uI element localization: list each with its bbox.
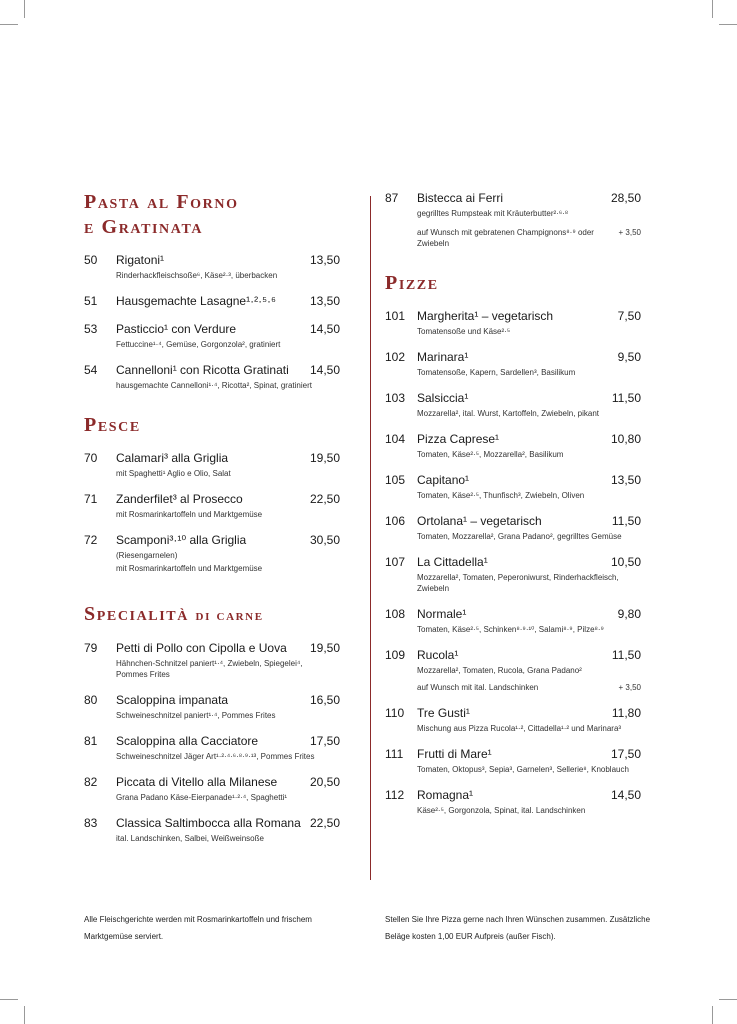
menu-item-header bbox=[385, 472, 641, 488]
menu-item-header bbox=[385, 190, 641, 206]
item-number: 53 bbox=[84, 322, 98, 336]
item-name: La Cittadella¹ bbox=[417, 555, 488, 569]
item-number: 50 bbox=[84, 253, 98, 267]
item-number: 71 bbox=[84, 492, 98, 506]
crop-mark bbox=[0, 999, 18, 1000]
item-price: 13,50 bbox=[309, 294, 340, 308]
menu-item-header bbox=[84, 532, 340, 548]
menu-item bbox=[385, 513, 641, 542]
menu-item bbox=[385, 190, 641, 219]
menu-item-header bbox=[84, 293, 340, 309]
extra-option: auf Wunsch mit ital. Landschinken + 3,50 bbox=[417, 683, 641, 692]
item-price: 11,50 bbox=[611, 648, 641, 662]
item-description: Tomatensoße, Kapern, Sardellen³, Basilikum bbox=[417, 368, 576, 377]
item-number: 106 bbox=[385, 514, 406, 528]
item-number: 107 bbox=[385, 555, 406, 569]
menu-item-header bbox=[385, 705, 641, 721]
item-description: Schweineschnitzel paniert¹·⁴, Pommes Frites bbox=[116, 711, 276, 720]
item-description: Grana Padano Käse-Eierpanade¹·²·⁴, Spaghetti¹ bbox=[116, 793, 288, 802]
item-description: Tomaten, Mozzarella², Grana Padano², gegrilltes Gemüse bbox=[417, 532, 622, 541]
item-price: 22,50 bbox=[309, 816, 340, 830]
left-column bbox=[84, 190, 340, 856]
item-name: Frutti di Mare¹ bbox=[417, 747, 492, 761]
item-number: 105 bbox=[385, 473, 406, 487]
item-name: Salsiccia¹ bbox=[417, 391, 469, 405]
crop-mark bbox=[712, 0, 713, 18]
item-price: 13,50 bbox=[610, 473, 641, 487]
menu-item-header bbox=[385, 390, 641, 406]
item-name: Bistecca ai Ferri bbox=[417, 191, 504, 205]
column-divider bbox=[370, 196, 371, 880]
item-number: 80 bbox=[84, 693, 98, 707]
item-number: 104 bbox=[385, 432, 406, 446]
section-title: Specialità di carne bbox=[84, 603, 264, 625]
item-price: 20,50 bbox=[309, 775, 340, 789]
item-number: 54 bbox=[84, 363, 98, 377]
menu-item bbox=[84, 362, 340, 391]
crop-mark bbox=[719, 24, 737, 25]
menu-item-header bbox=[84, 252, 340, 268]
menu-item-header bbox=[84, 692, 340, 708]
item-price: 9,50 bbox=[617, 350, 641, 364]
item-price: 16,50 bbox=[309, 693, 340, 707]
item-description: Hähnchen-Schnitzel paniert¹·⁴, Zwiebeln, Spiegelei⁴, Pommes Frites bbox=[116, 659, 303, 679]
menu-item bbox=[385, 390, 641, 419]
item-name: Hausgemachte Lasagne¹·²·⁵·⁶ bbox=[116, 294, 276, 308]
item-description: mit Rosmarinkartoffeln und Marktgemüse bbox=[116, 510, 263, 519]
item-description: hausgemachte Cannelloni¹·⁴, Ricotta², Spinat, gratiniert bbox=[116, 381, 312, 390]
menu-item-header bbox=[385, 431, 641, 447]
menu-item-header bbox=[84, 321, 340, 337]
section-pesce bbox=[84, 413, 340, 574]
crop-mark bbox=[24, 1006, 25, 1024]
menu-item bbox=[385, 554, 641, 594]
item-price: 9,80 bbox=[617, 607, 641, 621]
menu-item-header bbox=[385, 647, 641, 663]
item-price: 11,50 bbox=[611, 391, 641, 405]
menu-item bbox=[385, 349, 641, 378]
item-name: Scamponi³·¹⁰ alla Griglia bbox=[116, 533, 247, 547]
item-number: 79 bbox=[84, 641, 98, 655]
section-carne bbox=[84, 602, 340, 844]
item-price: 14,50 bbox=[309, 322, 340, 336]
menu-list bbox=[385, 308, 641, 816]
right-column bbox=[385, 190, 641, 828]
item-description: Tomatensoße und Käse²·⁵ bbox=[417, 327, 511, 336]
item-price: 13,50 bbox=[309, 253, 340, 267]
menu-item-header bbox=[385, 308, 641, 324]
item-description: Mozzarella², ital. Wurst, Kartoffeln, Zwiebeln, pikant bbox=[417, 409, 599, 418]
menu-item-header bbox=[84, 640, 340, 656]
menu-item bbox=[84, 532, 340, 574]
section-title: Pesce bbox=[84, 414, 141, 436]
item-name: Petti di Pollo con Cipolla e Uova bbox=[116, 641, 287, 655]
menu-item-header bbox=[385, 746, 641, 762]
item-number: 70 bbox=[84, 451, 98, 465]
item-name: Pizza Caprese¹ bbox=[417, 432, 500, 446]
item-name: Rucola¹ bbox=[417, 648, 459, 662]
menu-item bbox=[385, 705, 641, 734]
item-number: 111 bbox=[385, 747, 404, 761]
item-name: Zanderfilet³ al Prosecco bbox=[116, 492, 243, 506]
menu-item bbox=[84, 293, 340, 309]
menu-item-header bbox=[84, 362, 340, 378]
menu-list bbox=[385, 190, 641, 219]
item-number: 81 bbox=[84, 734, 98, 748]
menu-item-header bbox=[84, 815, 340, 831]
item-description: Mischung aus Pizza Rucola¹·², Cittadella¹·² und Marinara³ bbox=[417, 724, 622, 733]
item-description: Tomaten, Käse²·⁵, Mozzarella², Basilikum bbox=[417, 450, 564, 459]
item-name: Tre Gusti¹ bbox=[417, 706, 470, 720]
menu-item-header bbox=[385, 787, 641, 803]
menu-item bbox=[84, 733, 340, 762]
menu-item bbox=[385, 431, 641, 460]
item-price: 17,50 bbox=[309, 734, 340, 748]
item-price: 14,50 bbox=[610, 788, 641, 802]
footnote: Alle Fleischgerichte werden mit Rosmarinkartoffeln und frischem Marktgemüse serviert. bbox=[84, 915, 312, 941]
menu-item bbox=[385, 308, 641, 337]
item-name: Ortolana¹ – vegetarisch bbox=[417, 514, 542, 528]
item-number: 87 bbox=[385, 191, 399, 205]
item-description: Schweineschnitzel Jäger Art¹·²·⁴·⁶·⁸·⁹·¹³, Pommes Frites bbox=[116, 752, 315, 761]
item-description: Rinderhackfleischsoße⁶, Käse²·³, überbacken bbox=[116, 271, 278, 280]
menu-item-header bbox=[84, 491, 340, 507]
menu-list bbox=[84, 640, 340, 844]
item-number: 102 bbox=[385, 350, 406, 364]
menu-item-header bbox=[84, 450, 340, 466]
item-name: Romagna¹ bbox=[417, 788, 474, 802]
item-name: Marinara¹ bbox=[417, 350, 469, 364]
item-description: Mozzarella², Tomaten, Peperoniwurst, Rinderhackfleisch, Zwiebeln bbox=[417, 573, 619, 593]
item-description: Tomaten, Käse²·⁵, Thunfisch³, Zwiebeln, Oliven bbox=[417, 491, 585, 500]
item-name: Scaloppina alla Cacciatore bbox=[116, 734, 259, 748]
menu-item bbox=[84, 774, 340, 803]
item-price: 11,50 bbox=[611, 514, 641, 528]
crop-mark bbox=[719, 999, 737, 1000]
item-name: Calamari³ alla Griglia bbox=[116, 451, 229, 465]
menu-item bbox=[84, 321, 340, 350]
item-number: 83 bbox=[84, 816, 98, 830]
menu-item bbox=[385, 787, 641, 816]
item-description: Käse²·⁵, Gorgonzola, Spinat, ital. Landschinken bbox=[417, 806, 586, 815]
item-number: 112 bbox=[385, 788, 405, 802]
section-title: Pasta al Forno e Gratinata bbox=[84, 191, 239, 238]
item-number: 109 bbox=[385, 648, 406, 662]
menu-item bbox=[385, 746, 641, 775]
item-name: Scaloppina impanata bbox=[116, 693, 229, 707]
item-description: ital. Landschinken, Salbei, Weißweinsoße bbox=[116, 834, 264, 843]
menu-item bbox=[84, 450, 340, 479]
item-number: 82 bbox=[84, 775, 98, 789]
menu-item bbox=[84, 252, 340, 281]
item-price: 7,50 bbox=[617, 309, 641, 323]
item-description: Tomaten, Oktopus³, Sepia³, Garnelen³, Sellerie⁸, Knoblauch bbox=[417, 765, 629, 774]
menu-item-header bbox=[385, 554, 641, 570]
menu-item bbox=[385, 647, 641, 676]
item-price: 19,50 bbox=[309, 451, 340, 465]
item-name: Capitano¹ bbox=[417, 473, 470, 487]
item-number: 51 bbox=[84, 294, 98, 308]
crop-mark bbox=[712, 1006, 713, 1024]
item-description: gegrilltes Rumpsteak mit Kräuterbutter²·⁶·⁸ bbox=[417, 209, 569, 218]
item-price: 10,80 bbox=[610, 432, 641, 446]
menu-list bbox=[84, 252, 340, 391]
item-name: Margherita¹ – vegetarisch bbox=[417, 309, 554, 323]
item-description: Tomaten, Käse²·⁵, Schinken⁸·⁹·¹⁰, Salami⁸·⁹, Pilze⁸·⁹ bbox=[417, 625, 604, 634]
menu-item-header bbox=[385, 349, 641, 365]
item-name: Rigatoni¹ bbox=[116, 253, 165, 267]
item-number: 110 bbox=[385, 706, 405, 720]
item-price: 14,50 bbox=[309, 363, 340, 377]
item-description: mit Spaghetti¹ Aglio e Olio, Salat bbox=[116, 469, 231, 478]
item-number: 72 bbox=[84, 533, 98, 547]
item-price: 30,50 bbox=[309, 533, 340, 547]
crop-mark bbox=[0, 24, 18, 25]
menu-item bbox=[84, 692, 340, 721]
menu-list bbox=[84, 450, 340, 574]
menu-item bbox=[84, 815, 340, 844]
item-description: mit Rosmarinkartoffeln und Marktgemüse bbox=[116, 564, 263, 573]
menu-item-header bbox=[385, 606, 641, 622]
section-pasta bbox=[84, 190, 340, 391]
extra-option: auf Wunsch mit gebratenen Champignons⁸·⁹ oder Zwiebeln + 3,50 bbox=[417, 228, 641, 248]
menu-item-header bbox=[84, 774, 340, 790]
item-number: 101 bbox=[385, 309, 406, 323]
item-name: Normale¹ bbox=[417, 607, 467, 621]
item-number: 103 bbox=[385, 391, 406, 405]
item-description: (Riesengarnelen) bbox=[116, 551, 178, 560]
item-price: 19,50 bbox=[309, 641, 340, 655]
crop-mark bbox=[24, 0, 25, 18]
item-price: 28,50 bbox=[610, 191, 641, 205]
item-price: 17,50 bbox=[610, 747, 641, 761]
item-name: Pasticcio¹ con Verdure bbox=[116, 322, 237, 336]
menu-item-header bbox=[385, 513, 641, 529]
item-price: 22,50 bbox=[309, 492, 340, 506]
item-description: Fettuccine¹·⁴, Gemüse, Gorgonzola², gratiniert bbox=[116, 340, 281, 349]
menu-item bbox=[385, 472, 641, 501]
menu-item-header bbox=[84, 733, 340, 749]
menu-item bbox=[84, 491, 340, 520]
item-description: Mozzarella², Tomaten, Rucola, Grana Padano² bbox=[417, 666, 582, 675]
item-number: 108 bbox=[385, 607, 406, 621]
item-price: 11,80 bbox=[611, 706, 641, 720]
menu-item bbox=[385, 606, 641, 635]
footnote: Stellen Sie Ihre Pizza gerne nach Ihren Wünschen zusammen. Zusätzliche Beläge kosten 1,00 EUR Aufpreis (außer Fisch). bbox=[385, 915, 651, 941]
item-name: Cannelloni¹ con Ricotta Gratinati bbox=[116, 363, 289, 377]
menu-item bbox=[84, 640, 340, 680]
item-price: 10,50 bbox=[610, 555, 641, 569]
section-title: Pizze bbox=[385, 272, 439, 294]
item-name: Piccata di Vitello alla Milanese bbox=[116, 775, 278, 789]
item-name: Classica Saltimbocca alla Romana bbox=[116, 816, 301, 830]
